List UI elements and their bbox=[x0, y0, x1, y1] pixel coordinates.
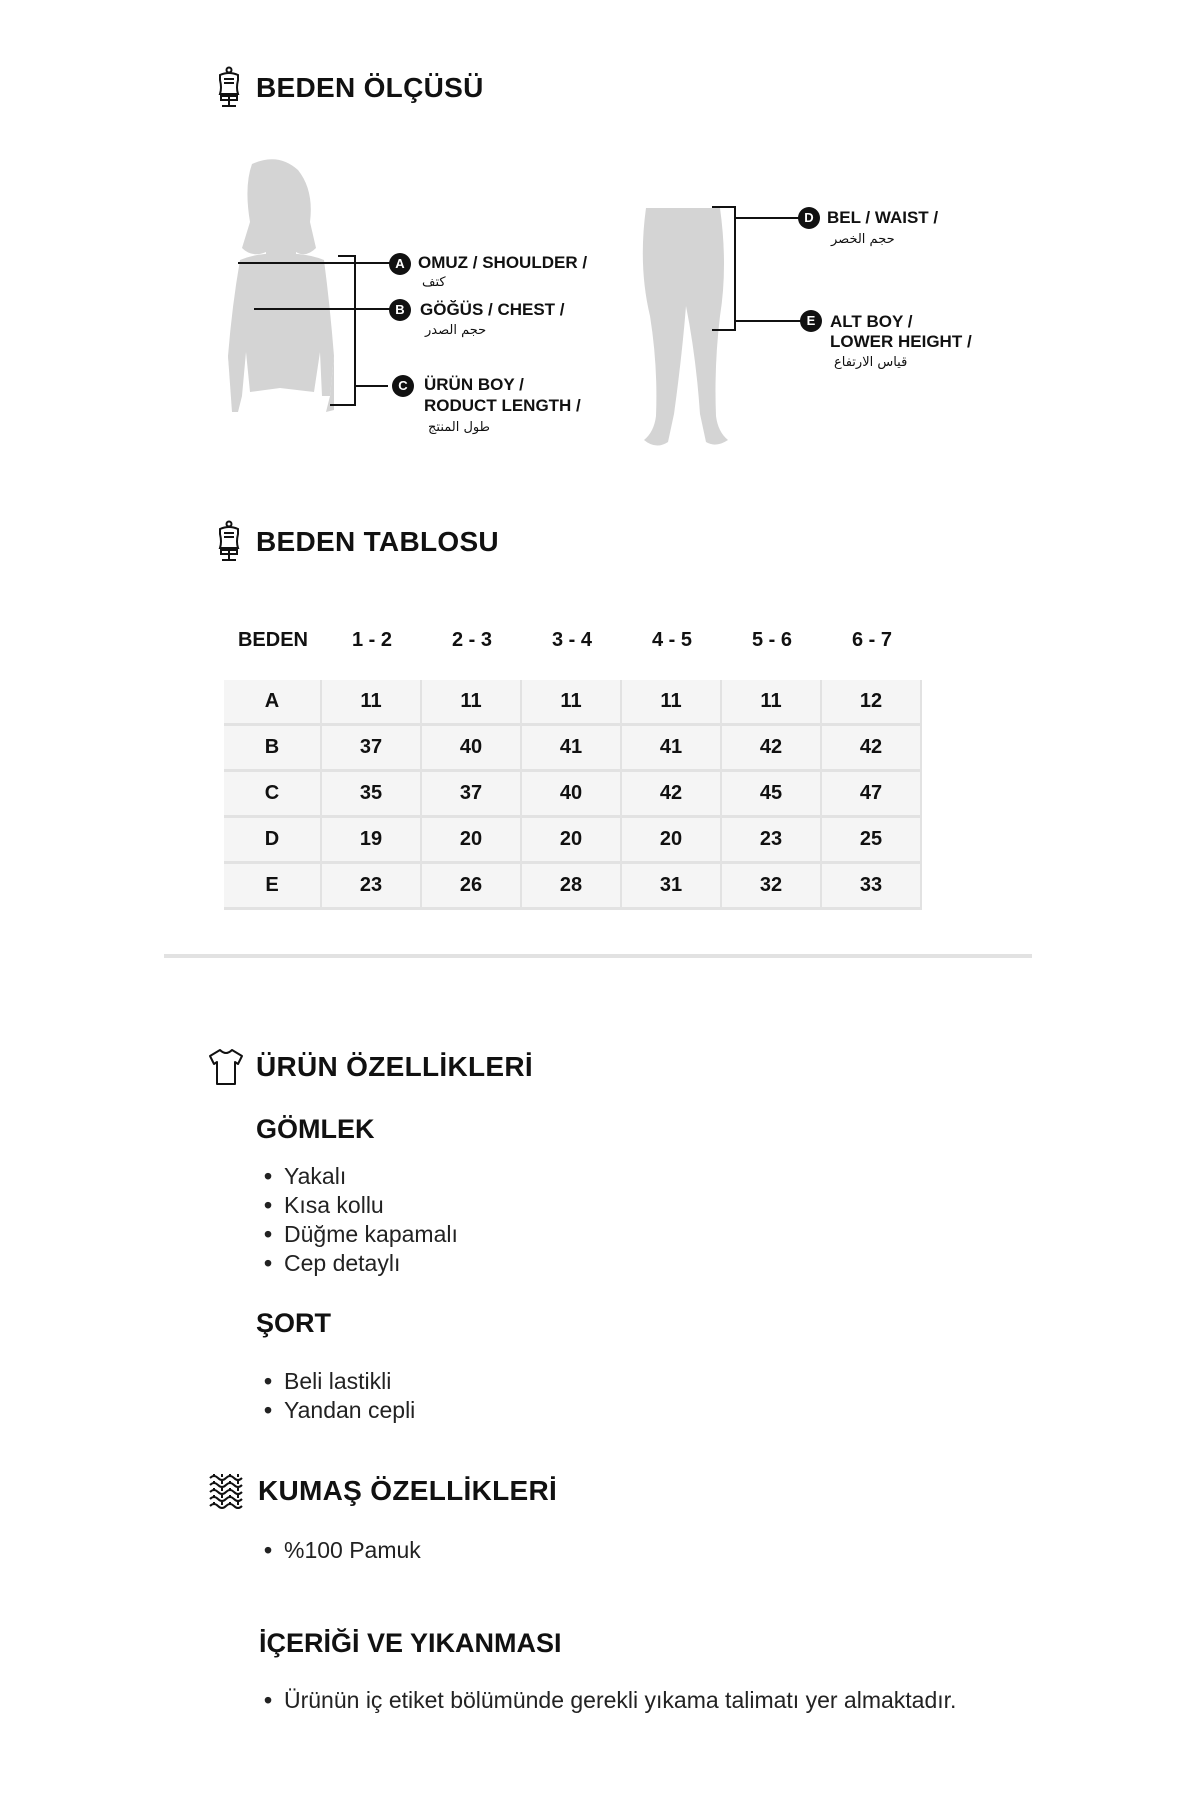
table-cell: 25 bbox=[822, 818, 922, 864]
size-table-heading bbox=[214, 520, 499, 564]
mannequin-icon bbox=[214, 520, 244, 564]
length-line bbox=[356, 385, 388, 387]
care-list bbox=[264, 1686, 964, 1715]
lower-bracket-bottom bbox=[712, 329, 736, 331]
section-divider bbox=[164, 954, 1032, 958]
badge-a: A bbox=[389, 253, 411, 275]
lower-bracket-side bbox=[734, 206, 736, 331]
label-waist: BEL / WAIST / bbox=[827, 208, 939, 227]
badge-d: D bbox=[798, 207, 820, 229]
table-row bbox=[224, 772, 922, 818]
table-cell: 20 bbox=[522, 818, 622, 864]
list-item: • Düğme kapamalı bbox=[264, 1220, 458, 1249]
table-row bbox=[224, 818, 922, 864]
label-chest: GÖĞÜS / CHEST / bbox=[420, 300, 565, 319]
badge-b: B bbox=[389, 299, 411, 321]
table-cell: 35 bbox=[322, 772, 422, 818]
shorts-subheading: ŞORT bbox=[256, 1308, 332, 1338]
size-guide-heading bbox=[214, 66, 484, 110]
label-lower-height-arabic: قياس الارتفاع bbox=[834, 355, 908, 370]
table-cell: 11 bbox=[422, 680, 522, 726]
table-cell: 42 bbox=[822, 726, 922, 772]
header-cell: 6 - 7 bbox=[851, 629, 893, 651]
shirt-feature-list bbox=[264, 1162, 458, 1278]
table-cell: 42 bbox=[722, 726, 822, 772]
shorts-feature-list bbox=[264, 1367, 415, 1425]
label-length-line1: ÜRÜN BOY / bbox=[424, 375, 524, 394]
length-bracket-side bbox=[354, 255, 356, 406]
lower-height-line bbox=[736, 320, 802, 322]
table-cell: 12 bbox=[822, 680, 922, 726]
waist-line bbox=[736, 217, 800, 219]
shoulder-line bbox=[238, 262, 390, 264]
header-cell: 5 - 6 bbox=[751, 629, 793, 651]
table-row bbox=[224, 680, 922, 726]
table-cell: 33 bbox=[822, 864, 922, 910]
fabric-title: KUMAŞ ÖZELLİKLERİ bbox=[258, 1475, 558, 1506]
fabric-heading bbox=[208, 1472, 557, 1510]
label-chest-arabic: حجم الصدر bbox=[425, 323, 487, 338]
list-item: • %100 Pamuk bbox=[264, 1536, 421, 1565]
table-cell: 26 bbox=[422, 864, 522, 910]
badge-e: E bbox=[800, 310, 822, 332]
table-cell: 37 bbox=[422, 772, 522, 818]
table-cell: 19 bbox=[322, 818, 422, 864]
label-shoulder: OMUZ / SHOULDER / bbox=[418, 253, 588, 272]
table-row bbox=[224, 864, 922, 910]
list-item: • Beli lastikli bbox=[264, 1367, 415, 1396]
shirt-subheading: GÖMLEK bbox=[256, 1114, 375, 1144]
row-label: E bbox=[224, 864, 322, 910]
list-item: • Yandan cepli bbox=[264, 1396, 415, 1425]
table-cell: 47 bbox=[822, 772, 922, 818]
table-cell: 11 bbox=[722, 680, 822, 726]
table-cell: 32 bbox=[722, 864, 822, 910]
table-cell: 37 bbox=[322, 726, 422, 772]
fabric-texture-icon bbox=[208, 1472, 246, 1510]
list-item: • Yakalı bbox=[264, 1162, 458, 1191]
list-item: • Ürünün iç etiket bölümünde gerekli yıkama talimatı yer almaktadır. bbox=[264, 1686, 964, 1715]
features-title: ÜRÜN ÖZELLİKLERİ bbox=[256, 1051, 534, 1082]
features-heading bbox=[208, 1048, 533, 1086]
table-cell: 42 bbox=[622, 772, 722, 818]
label-lower-height-line2: LOWER HEIGHT / bbox=[830, 332, 972, 351]
table-cell: 31 bbox=[622, 864, 722, 910]
fabric-list bbox=[264, 1536, 421, 1565]
header-cell: 3 - 4 bbox=[551, 629, 593, 651]
chest-line bbox=[254, 308, 390, 310]
label-length-line2: RODUCT LENGTH / bbox=[424, 396, 581, 415]
table-cell: 45 bbox=[722, 772, 822, 818]
size-table-header bbox=[224, 618, 922, 662]
row-label: B bbox=[224, 726, 322, 772]
length-bracket-bottom bbox=[330, 404, 356, 406]
row-label: D bbox=[224, 818, 322, 864]
header-cell: 4 - 5 bbox=[651, 629, 693, 651]
header-cell: 1 - 2 bbox=[351, 629, 393, 651]
label-length-arabic: طول المنتج bbox=[428, 420, 490, 435]
row-label: C bbox=[224, 772, 322, 818]
badge-c: C bbox=[392, 375, 414, 397]
mannequin-icon bbox=[214, 66, 244, 110]
label-waist-arabic: حجم الخصر bbox=[831, 232, 895, 247]
table-cell: 20 bbox=[422, 818, 522, 864]
label-shoulder-arabic: كتف bbox=[422, 275, 446, 290]
child-figure-illustration bbox=[210, 156, 370, 418]
size-table bbox=[224, 618, 922, 910]
table-cell: 28 bbox=[522, 864, 622, 910]
row-label: A bbox=[224, 680, 322, 726]
table-cell: 40 bbox=[522, 772, 622, 818]
waist-bracket-top bbox=[712, 206, 736, 208]
label-lower-height-line1: ALT BOY / bbox=[830, 312, 913, 331]
table-cell: 23 bbox=[722, 818, 822, 864]
table-cell: 11 bbox=[322, 680, 422, 726]
table-cell: 41 bbox=[622, 726, 722, 772]
table-cell: 11 bbox=[622, 680, 722, 726]
leggings-illustration bbox=[634, 206, 734, 448]
tshirt-icon bbox=[208, 1048, 244, 1086]
table-row bbox=[224, 726, 922, 772]
list-item: • Kısa kollu bbox=[264, 1191, 458, 1220]
header-cell: 2 - 3 bbox=[451, 629, 493, 651]
table-cell: 40 bbox=[422, 726, 522, 772]
list-item: • Cep detaylı bbox=[264, 1249, 458, 1278]
care-heading: İÇERİĞİ VE YIKANMASI bbox=[259, 1628, 562, 1658]
table-cell: 23 bbox=[322, 864, 422, 910]
size-guide-title: BEDEN ÖLÇÜSÜ bbox=[256, 72, 484, 103]
table-cell: 20 bbox=[622, 818, 722, 864]
size-table-title: BEDEN TABLOSU bbox=[256, 526, 499, 557]
table-cell: 41 bbox=[522, 726, 622, 772]
header-cell: BEDEN bbox=[237, 629, 308, 651]
table-cell: 11 bbox=[522, 680, 622, 726]
